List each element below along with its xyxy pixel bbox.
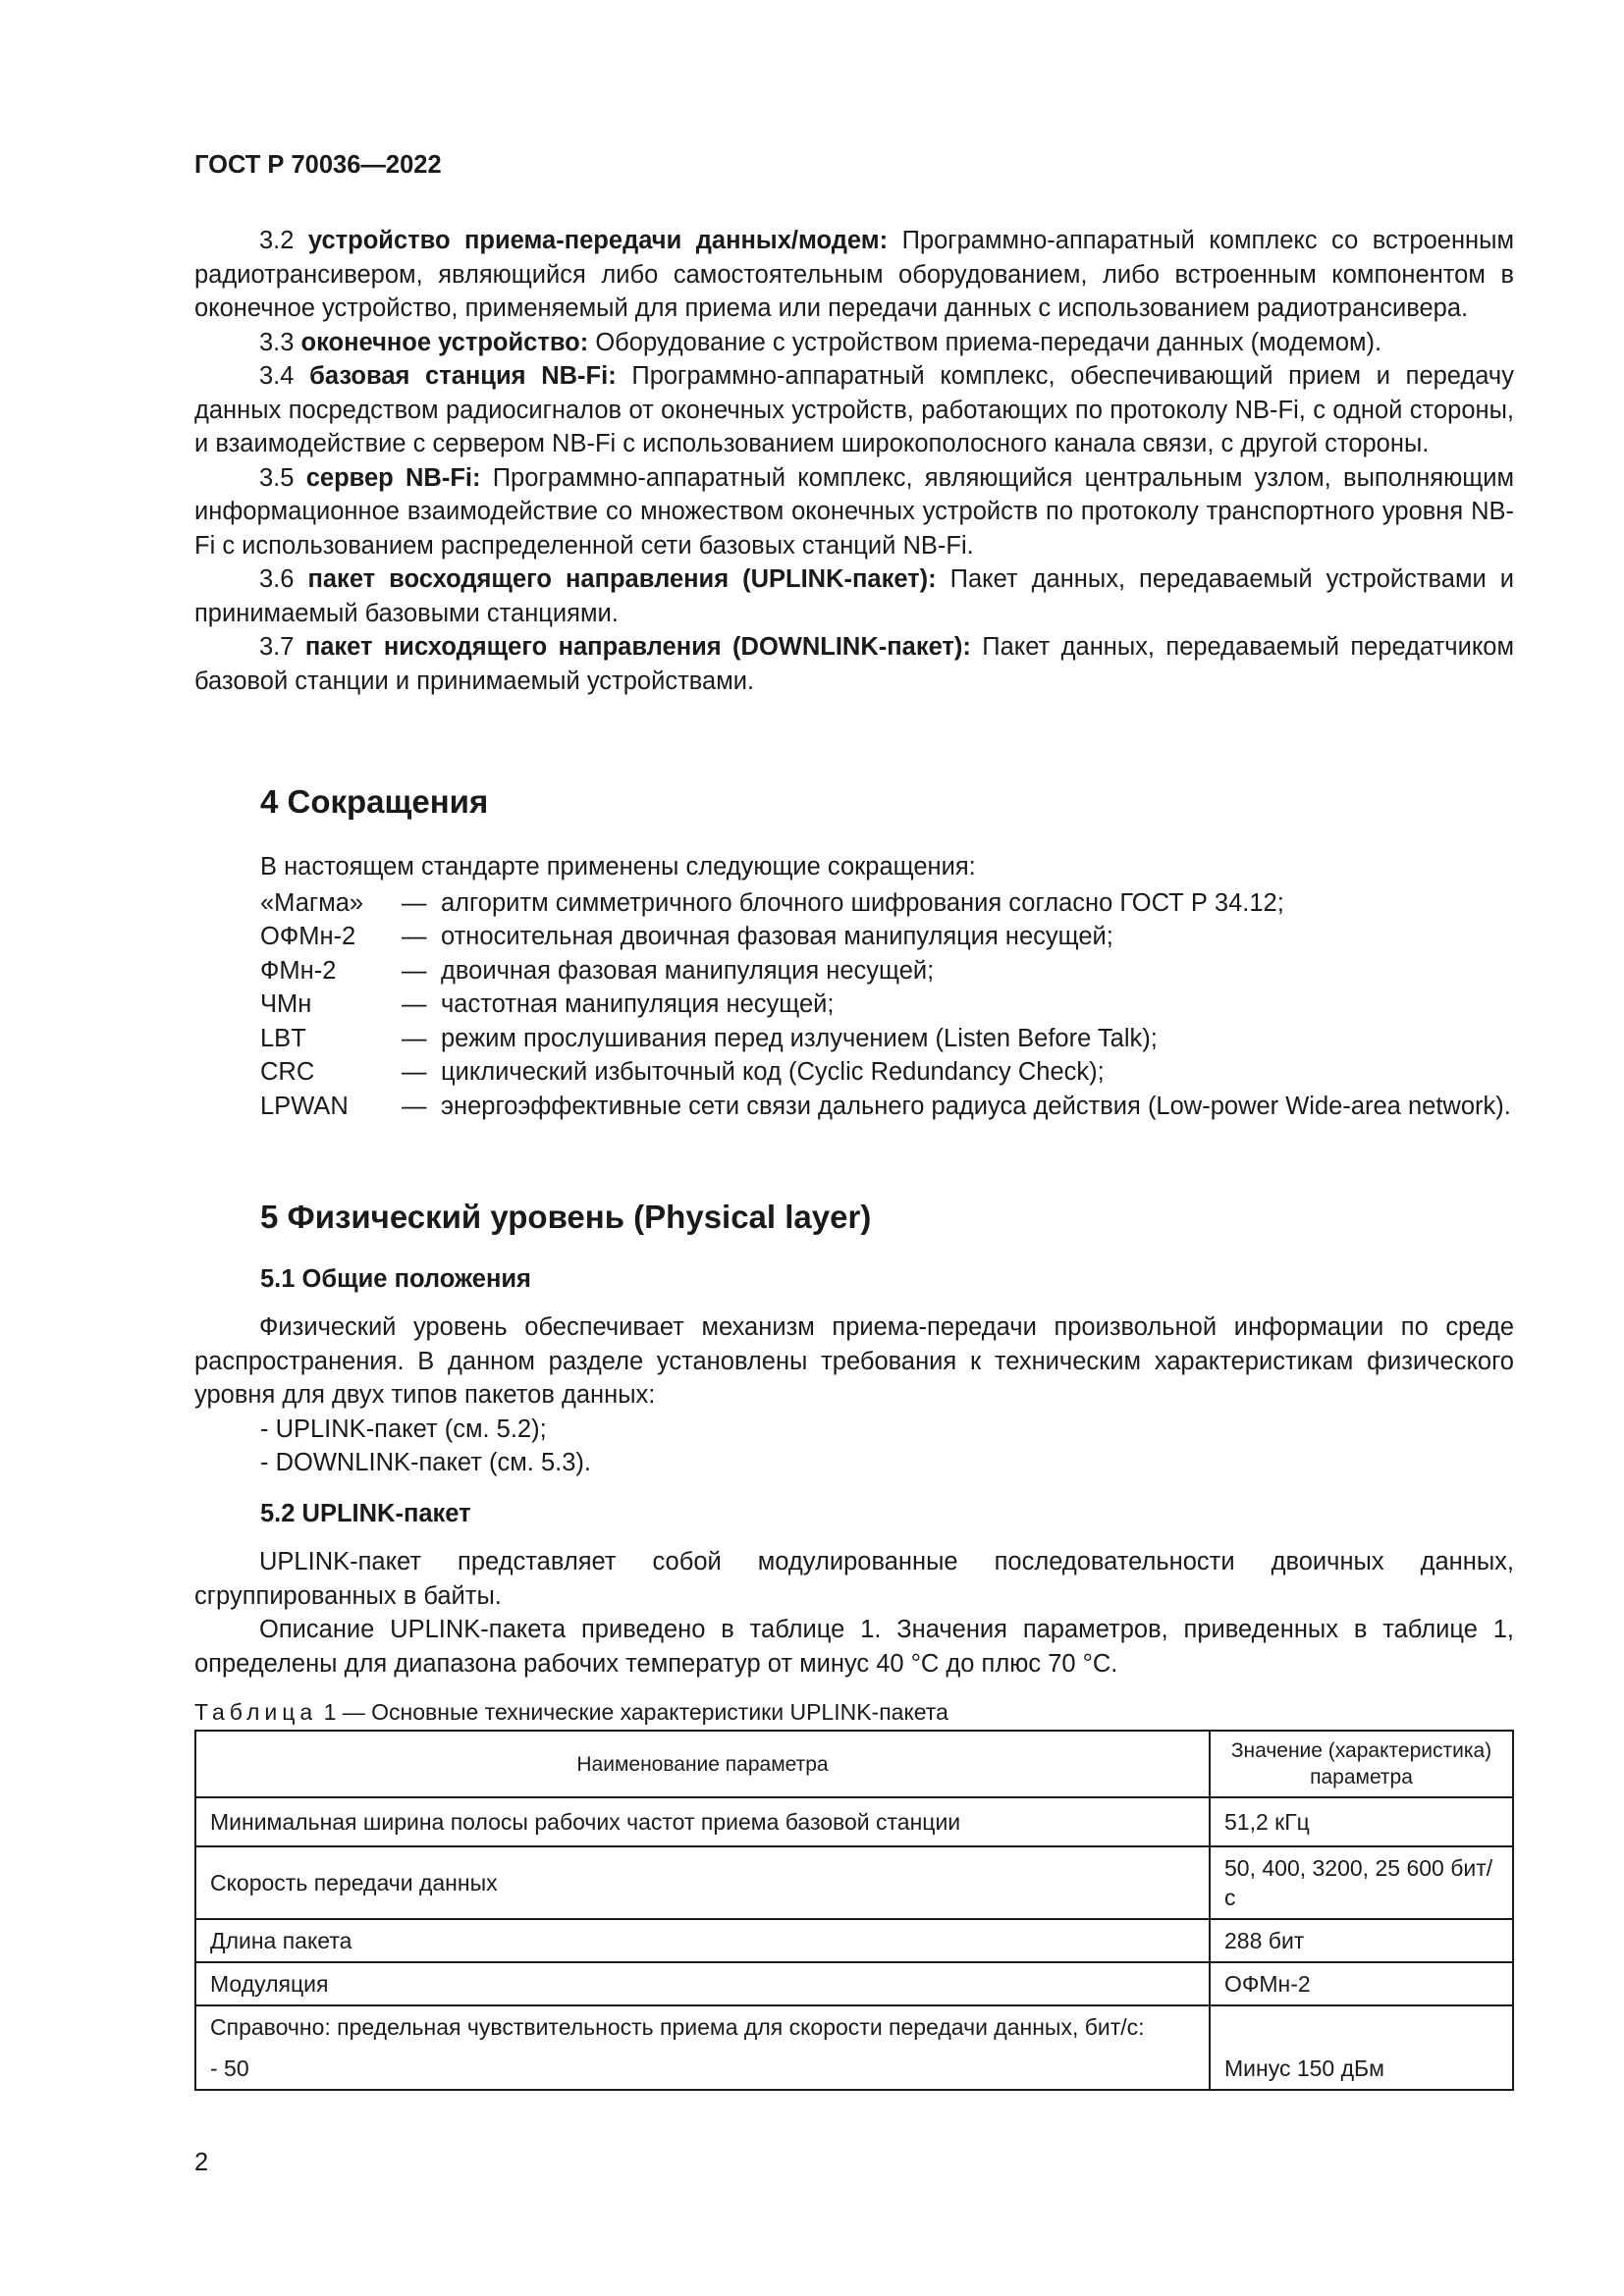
- abbreviation-term: ЧМн: [260, 990, 312, 1018]
- abbreviation-definition: относительная двоичная фазовая манипуляция несущей;: [441, 923, 1113, 950]
- definition-3-3: 3.3 оконечное устройство: Оборудование с устройством приема-передачи данных (модемом).: [259, 328, 1382, 356]
- table-header-cell: Наименование параметра: [195, 1731, 1210, 1797]
- table-row: [195, 1797, 1513, 1846]
- abbreviation-row: ФМн-2 — двоичная фазовая манипуляция несущей;: [260, 954, 1514, 988]
- table-cell: Минимальная ширина полосы рабочих частот приема базовой станции: [195, 1797, 1210, 1846]
- subsection-5-2-body: [194, 1545, 1514, 1681]
- abbreviation-term: LBT: [260, 1024, 306, 1052]
- table-cell: 51,2 кГц: [1210, 1797, 1513, 1846]
- abbreviation-term: CRC: [260, 1058, 315, 1086]
- definition-term: базовая станция NB-Fi:: [309, 362, 617, 390]
- definition-term: сервер NB-Fi:: [305, 463, 481, 492]
- definition-text: Программно-аппаратный комплекс, обеспечивающий прием и передачу данных посредством радиосигналов от оконечных устройств, работающих по протоколу NB-Fi, с одной стороны, и взаимодействие с сервером NB-Fi с использованием широкополосного канала связи, с другой стороны.: [194, 362, 1514, 457]
- table-cell: Модуляция: [195, 1962, 1210, 2005]
- table-cell: 288 бит: [1210, 1919, 1513, 1962]
- table-cell: Скорость передачи данных: [195, 1846, 1210, 1919]
- definition-text: Пакет данных, передаваемый передатчиком базовой станции и принимаемый устройствами.: [194, 633, 1514, 695]
- uplink-paragraph: Описание UPLINK-пакета приведено в таблице 1. Значения параметров, приведенных в таблице 1, определены для диапазона рабочих температур от минус 40 °С до плюс 70 °С.: [194, 1616, 1514, 1678]
- abbreviation-definition: частотная манипуляция несущей;: [441, 990, 835, 1018]
- abbreviation-term: LPWAN: [260, 1092, 349, 1120]
- abbreviation-term: ФМн-2: [260, 956, 337, 985]
- section-4-title: 4 Сокращения: [260, 783, 489, 820]
- abbreviation-definition: двоичная фазовая манипуляция несущей;: [441, 956, 935, 985]
- subsection-5-2-title: 5.2 UPLINK-пакет: [260, 1500, 471, 1527]
- reference-sub-label: - 50: [210, 2056, 249, 2081]
- table-row: [195, 1919, 1513, 1962]
- abbreviation-row: CRC — циклический избыточный код (Cyclic Redundancy Check);: [260, 1055, 1514, 1090]
- table-cell: Минус 150 дБм: [1210, 2005, 1513, 2090]
- reference-label: Справочно: предельная чувствительность приема для скорости передачи данных, бит/с:: [210, 2014, 1145, 2040]
- abbreviations-list: [194, 850, 1514, 1123]
- list-item: - UPLINK-пакет (см. 5.2);: [260, 1415, 547, 1443]
- subsection-5-1-title: 5.1 Общие положения: [260, 1265, 531, 1293]
- table-row: [195, 1962, 1513, 2005]
- definition-3-2: 3.2 устройство приема-передачи данных/модем: Программно-аппаратный комплекс со встроенным радиотрансивером, являющийся либо самостоятельным оборудованием, либо встроенным компонентом в оконечное устройство, применяемый для приема или передачи данных с использованием радиотрансивера.: [194, 227, 1514, 322]
- definition-term: пакет восходящего направления (UPLINK-пакет):: [307, 565, 937, 593]
- abbreviations-intro: В настоящем стандарте применены следующие сокращения:: [260, 853, 976, 881]
- table-header-cell: Значение (характеристика) параметра: [1210, 1731, 1513, 1797]
- table-caption: Таблица 1 — Основные технические характеристики UPLINK-пакета: [194, 1699, 948, 1725]
- table-row-reference: [195, 2005, 1513, 2090]
- abbreviation-definition: режим прослушивания перед излучением (Listen Before Talk);: [441, 1024, 1158, 1052]
- abbreviation-term: «Магма»: [260, 888, 364, 917]
- abbreviation-row: ЧМн — частотная манипуляция несущей;: [260, 988, 1514, 1022]
- abbreviation-definition: циклический избыточный код (Cyclic Redundancy Check);: [441, 1058, 1105, 1086]
- subsection-5-1-body: [194, 1310, 1514, 1480]
- list-item: - DOWNLINK-пакет (см. 5.3).: [260, 1449, 591, 1476]
- page-number: 2: [194, 2149, 209, 2176]
- standard-code-header: ГОСТ Р 70036—2022: [194, 151, 442, 179]
- abbreviation-row: «Магма» — алгоритм симметричного блочного шифрования согласно ГОСТ Р 34.12;: [260, 886, 1514, 921]
- definition-3-7: 3.7 пакет нисходящего направления (DOWNLINK-пакет): Пакет данных, передаваемый передатчиком базовой станции и принимаемый устройствами.: [194, 633, 1514, 695]
- table-row: [195, 1846, 1513, 1919]
- definition-text: Пакет данных, передаваемый устройствами и принимаемый базовыми станциями.: [194, 565, 1515, 627]
- abbreviation-row: ОФМн-2 — относительная двоичная фазовая манипуляция несущей;: [260, 920, 1514, 954]
- definition-3-4: 3.4 базовая станция NB-Fi: Программно-аппаратный комплекс, обеспечивающий прием и передачу данных посредством радиосигналов от оконечных устройств, работающих по протоколу NB-Fi, с одной стороны, и взаимодействие с сервером NB-Fi с использованием широкополосного канала связи, с другой стороны.: [194, 362, 1514, 457]
- table-cell: Длина пакета: [195, 1919, 1210, 1962]
- abbreviation-row: LPWAN — энергоэффективные сети связи дальнего радиуса действия (Low-power Wide-area network).: [260, 1090, 1514, 1124]
- uplink-paragraph: UPLINK-пакет представляет собой модулированные последовательности двоичных данных, сгруппированных в байты.: [194, 1548, 1514, 1610]
- definition-text: Программно-аппаратный комплекс, являющийся центральным узлом, выполняющим информационное взаимодействие со множеством оконечных устройств по протоколу транспортного уровня NB-Fi с использованием распределенной сети базовых станций NB-Fi.: [194, 463, 1514, 560]
- definition-term: устройство приема-передачи данных/модем:: [307, 227, 889, 254]
- table-cell: ОФМн-2: [1210, 1962, 1513, 2005]
- definitions-block: [194, 224, 1514, 698]
- definition-term: пакет нисходящего направления (DOWNLINK-пакет):: [304, 633, 971, 661]
- definition-3-6: 3.6 пакет восходящего направления (UPLINK-пакет): Пакет данных, передаваемый устройствами и принимаемый базовыми станциями.: [194, 565, 1515, 627]
- abbreviation-definition: энергоэффективные сети связи дальнего радиуса действия (Low-power Wide-area network).: [441, 1092, 1511, 1120]
- definition-term: оконечное устройство:: [300, 328, 589, 356]
- definition-text: Оборудование с устройством приема-передачи данных (модемом).: [595, 328, 1382, 356]
- general-provisions-paragraph: Физический уровень обеспечивает механизм приема-передачи произвольной информации по среде распространения. В данном разделе установлены требования к техническим характеристикам физического уровня для двух типов пакетов данных:: [194, 1313, 1514, 1409]
- section-5-title: 5 Физический уровень (Physical layer): [260, 1199, 872, 1235]
- uplink-characteristics-table: [194, 1730, 1514, 2091]
- abbreviation-row: LBT — режим прослушивания перед излучением (Listen Before Talk);: [260, 1022, 1514, 1056]
- definition-text: Программно-аппаратный комплекс со встроенным радиотрансивером, являющийся либо самостоятельным оборудованием, либо встроенным компонентом в оконечное устройство, применяемый для приема или передачи данных с использованием радиотрансивера.: [194, 227, 1514, 322]
- table-header-row: [195, 1731, 1513, 1797]
- definition-3-5: 3.5 сервер NB-Fi: Программно-аппаратный комплекс, являющийся центральным узлом, выполняющим информационное взаимодействие со множеством оконечных устройств по протоколу транспортного уровня NB-Fi с использованием распределенной сети базовых станций NB-Fi.: [194, 463, 1514, 560]
- table-cell: [195, 2005, 1210, 2090]
- table-cell: 50, 400, 3200, 25 600 бит/с: [1210, 1846, 1513, 1919]
- abbreviation-term: ОФМн-2: [260, 923, 356, 950]
- abbreviation-definition: алгоритм симметричного блочного шифрования согласно ГОСТ Р 34.12;: [441, 888, 1284, 917]
